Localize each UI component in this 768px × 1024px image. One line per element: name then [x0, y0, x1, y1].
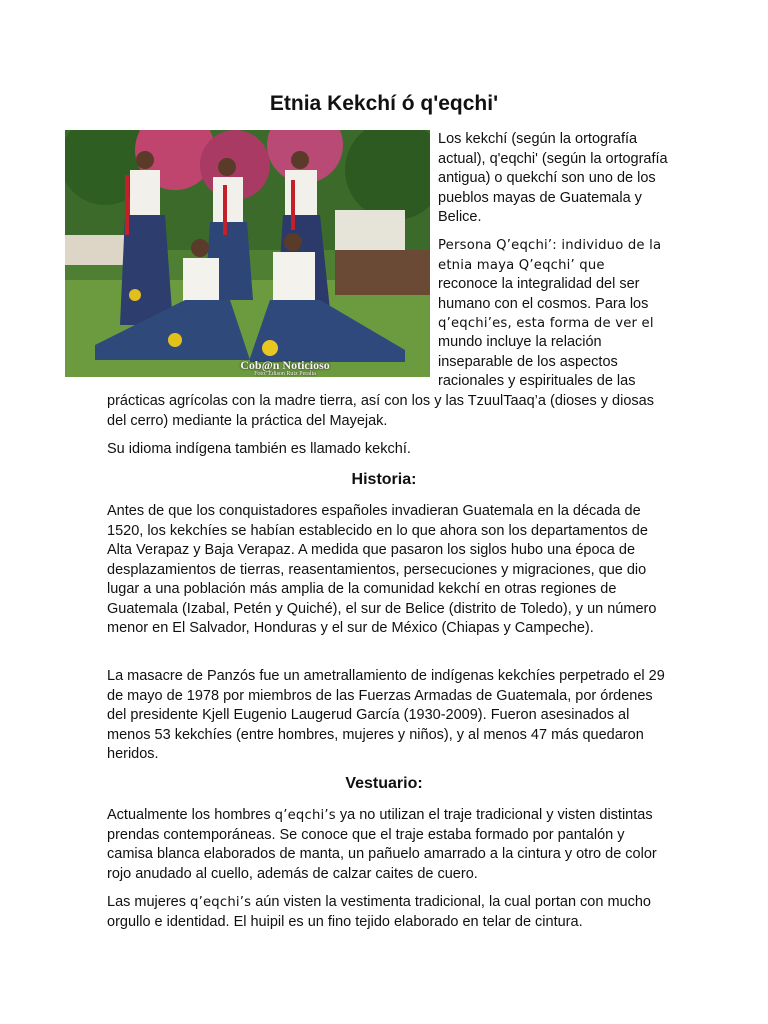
persona-line-3: q’eqchi’es, esta forma de ver el	[438, 316, 654, 331]
vestuario-heading: Vestuario:	[345, 775, 423, 792]
photo-watermark	[185, 358, 385, 377]
language-paragraph: Su idioma indígena también es llamado kekchí.	[107, 441, 411, 457]
persona-line-4: mundo incluye la relación inseparable de los aspectos racionales y espirituales de las	[438, 334, 636, 389]
intro-paragraph: Los kekchí (según la ortografía actual), q'eqchi' (según la ortografía antigua) o quekchí son uno de los pueblos mayas de Guatemala y Belice.	[438, 131, 668, 225]
historia-paragraph-1: Antes de que los conquistadores españoles invadieran Guatemala en la década de 1520, los kekchíes se habían establecido en lo que ahora son los departamentos de Alta Verapaz y Baja Verapaz. A medida que pasaron los siglos hubo una época de desplazamientos de tierras, reasentamientos, persecuciones y migraciones, que dio lugar a una población más amplia de la comunidad kekchí en otras regiones de Guatemala (Izabal, Petén y Quiché), el sur de Belice (distrito de Toledo), y un número menor en El Salvador, Honduras y el sur de México (Chiapas y Campeche).	[107, 503, 657, 636]
watermark-text: Cob@n Noticioso	[240, 358, 330, 372]
vestuario-p1-rest: ya no utilizan el traje tradicional y visten distintas prendas contemporáneas. Se conoce que el traje estaba formado por pantalón y camisa blanca elaborados de manta, un pañuelo amarrado a la cintura y otro de color rojo anudado al cuello, además de calzar caites de cuero.	[107, 807, 657, 882]
persona-line-2: reconoce la integralidad del ser humano con el cosmos. Para los	[438, 276, 649, 312]
vestuario-p2-rest: aún visten la vestimenta tradicional, la cual portan con mucho orgullo e identidad. El huipil es un fino tejido elaborado en telar de cintura.	[107, 894, 651, 930]
vestuario-p1-term: q’eqchi’s	[274, 808, 336, 823]
vestuario-p2-start: Las mujeres	[107, 894, 191, 910]
women-group-photo	[65, 130, 430, 377]
persona-line-5: prácticas agrícolas con la madre tierra, así con los y las TzuulTaaq’a (dioses y diosas del cerro) mediante la práctica del Mayejak.	[107, 393, 654, 429]
page-title: Etnia Kekchí ó q'eqchi'	[269, 92, 499, 115]
vestuario-paragraph-2	[107, 893, 667, 932]
vestuario-p2-term: q’eqchi’s	[190, 895, 252, 910]
photo-credit: Foto: Edison Ruiz Peralta	[254, 371, 316, 377]
vestuario-paragraph-1	[107, 806, 667, 884]
historia-heading: Historia:	[351, 471, 417, 488]
vestuario-p1-start: Actualmente los hombres	[107, 807, 275, 823]
persona-line-1: Persona Q’eqchi’: individuo de la etnia maya Q’eqchi’ que	[438, 238, 662, 273]
photo-illustration	[65, 130, 430, 377]
historia-paragraph-2: La masacre de Panzós fue un ametrallamiento de indígenas kekchíes perpetrado el 29 de mayo de 1978 por miembros de las Fuerzas Armadas de Guatemala, por órdenes del presidente Kjell Eugenio Laugerud García (1930-2009). Fueron asesinados al menos 53 kekchíes (entre hombres, mujeres y niños), y al menos 47 más quedaron heridos.	[107, 668, 665, 762]
